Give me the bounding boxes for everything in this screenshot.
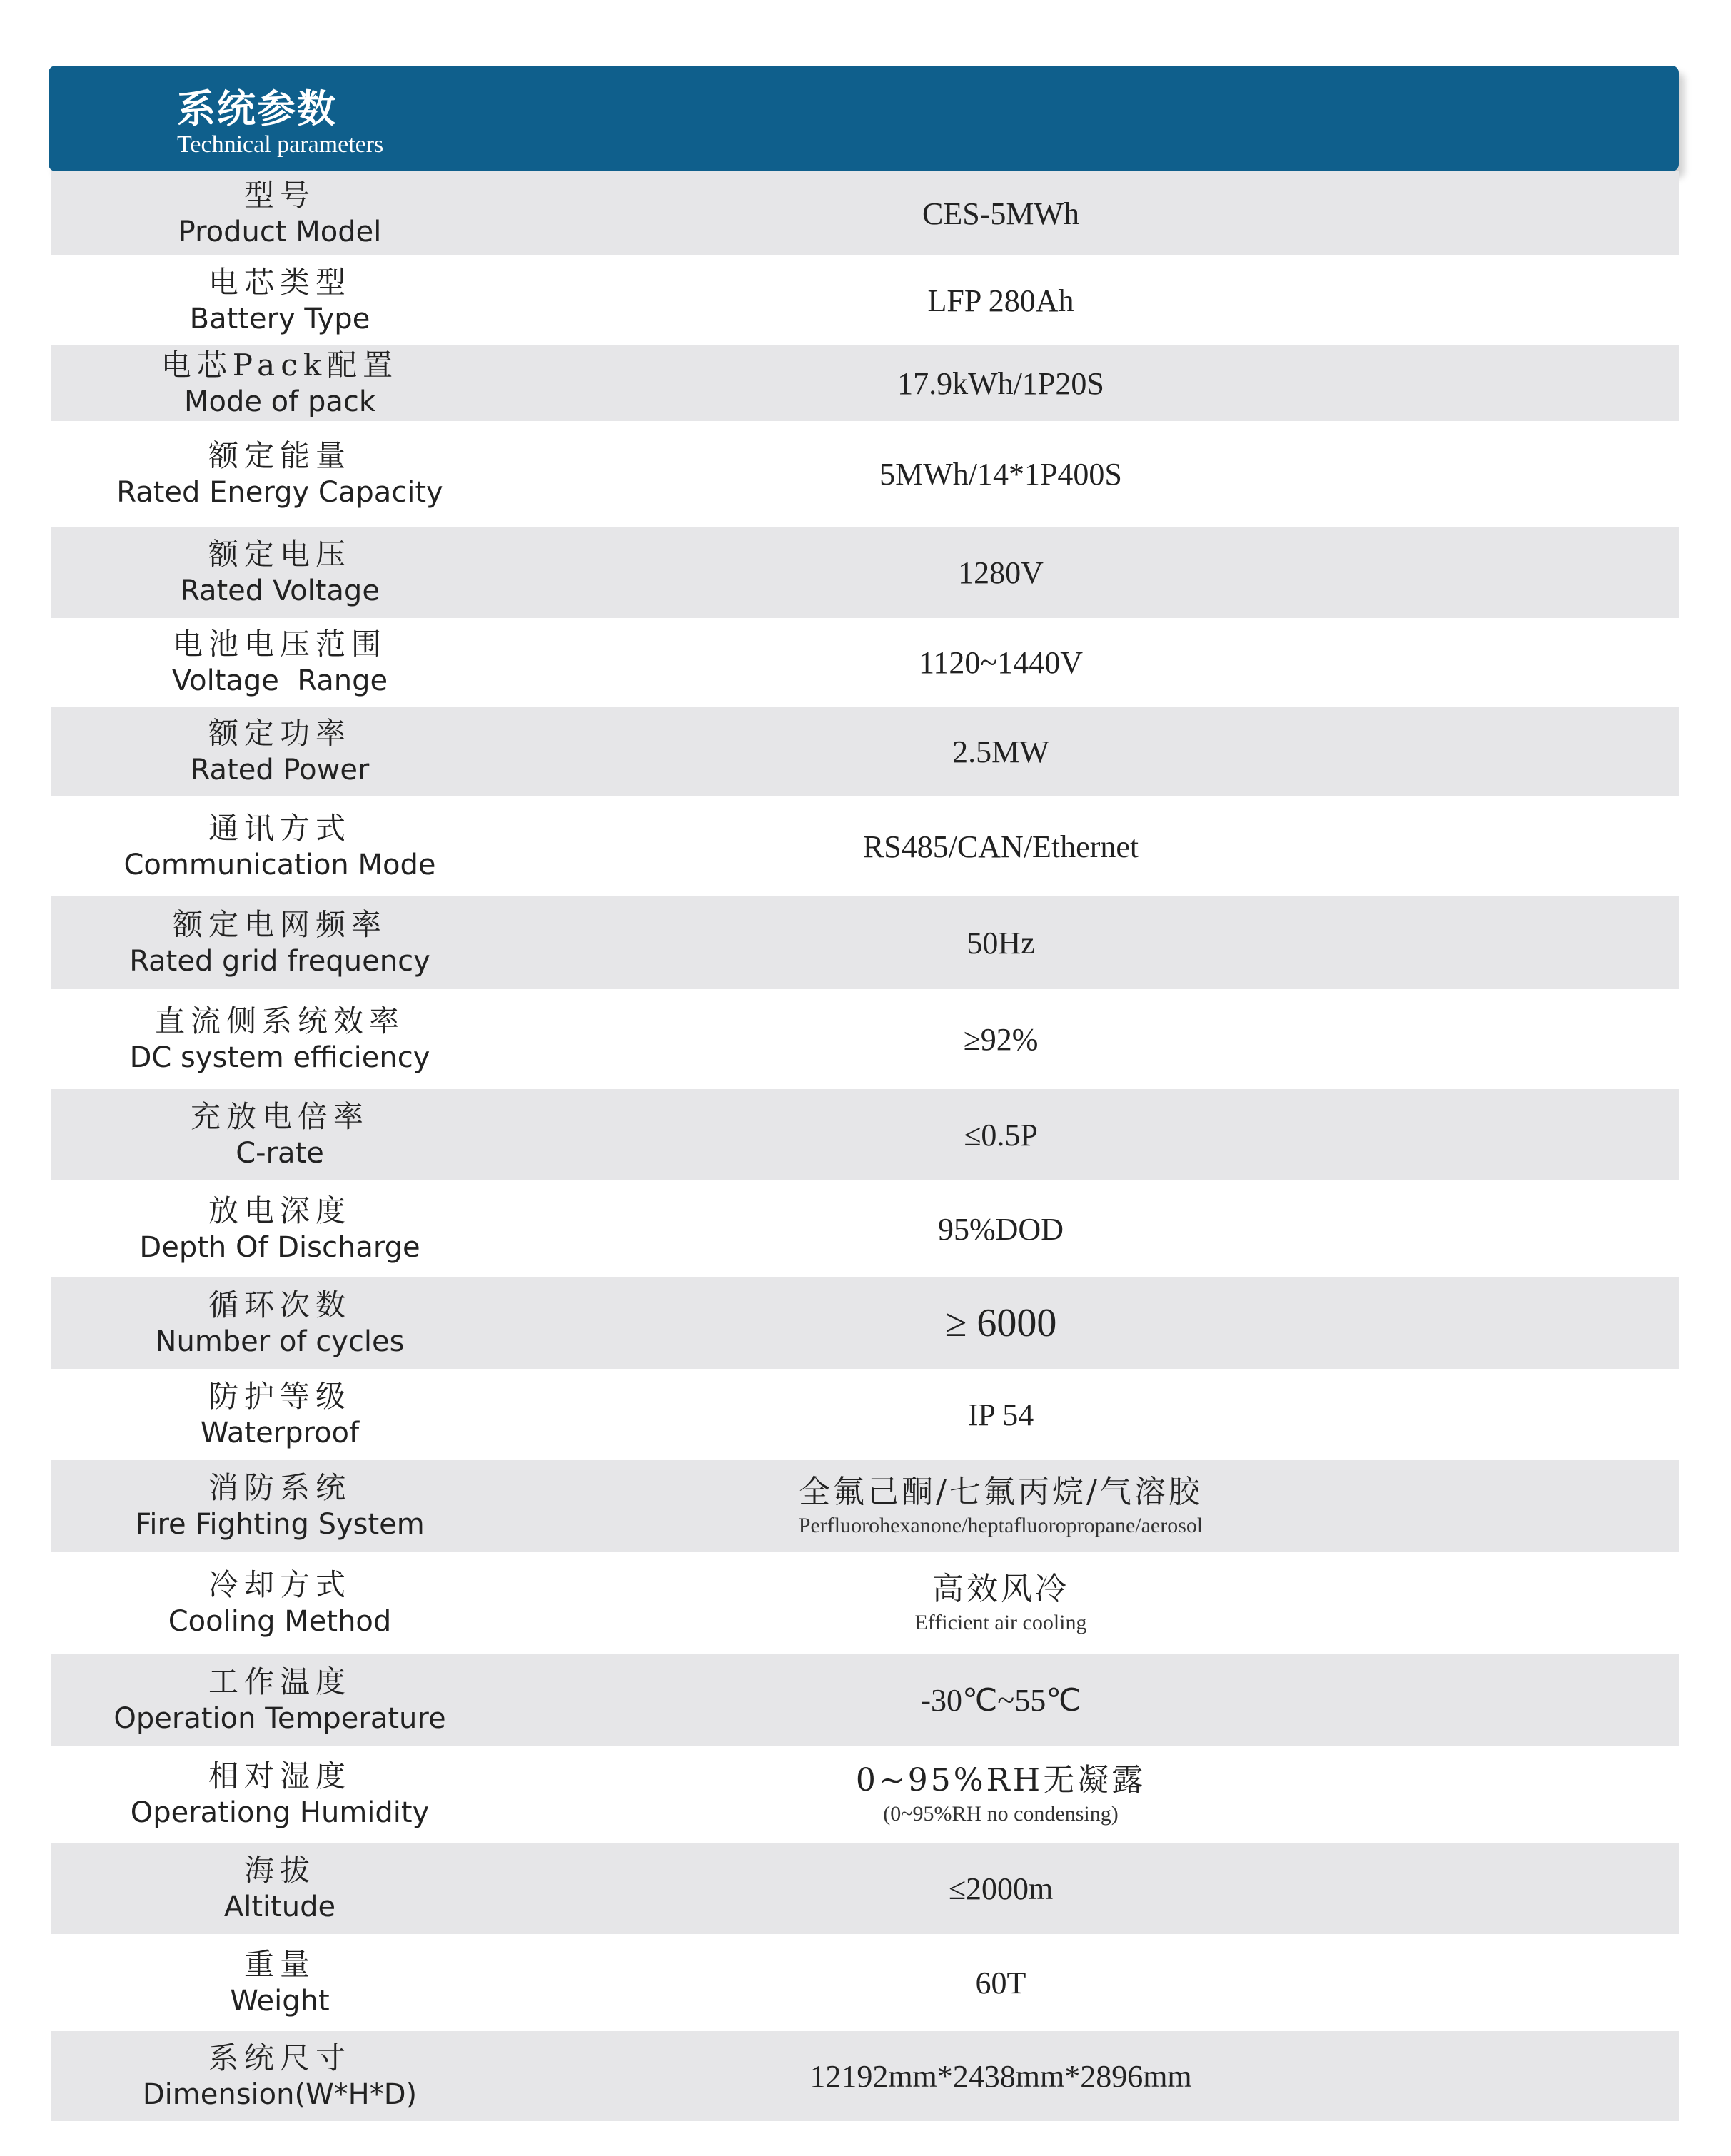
spec-value: 0~95%RH无凝露 bbox=[855, 1762, 1146, 1798]
spec-row bbox=[51, 2031, 1679, 2121]
spec-row bbox=[51, 1369, 1679, 1460]
spec-value-cell bbox=[508, 421, 1493, 527]
spec-label bbox=[51, 1654, 508, 1746]
spec-value: ≥ 6000 bbox=[944, 1301, 1057, 1345]
spec-value: 1280V bbox=[958, 555, 1044, 590]
spec-label-cn: 型号 bbox=[243, 177, 316, 213]
spec-value-cell bbox=[508, 1460, 1493, 1552]
spec-row bbox=[51, 989, 1679, 1089]
spec-value-cell bbox=[508, 1369, 1493, 1460]
spec-label-en: C-rate bbox=[236, 1137, 324, 1170]
spec-value-cell bbox=[508, 2031, 1493, 2121]
spec-row bbox=[51, 707, 1679, 796]
spec-label-en: Number of cycles bbox=[155, 1325, 405, 1359]
spec-label-cn: 冷却方式 bbox=[208, 1567, 351, 1602]
spec-value-cell bbox=[508, 1843, 1493, 1934]
spec-value-sub: Perfluorohexanone/heptafluoropropane/aerosol bbox=[798, 1514, 1203, 1537]
spec-row bbox=[51, 1089, 1679, 1180]
spec-row bbox=[51, 1746, 1679, 1843]
spec-label-cn: 直流侧系统效率 bbox=[154, 1003, 405, 1038]
spec-label-en: Mode of pack bbox=[183, 385, 376, 419]
spec-label-en: Altitude bbox=[223, 1891, 336, 1924]
spec-value-cell bbox=[508, 1654, 1493, 1746]
spec-value: LFP 280Ah bbox=[927, 283, 1074, 318]
spec-value: 1120~1440V bbox=[919, 644, 1083, 680]
spec-row bbox=[51, 1934, 1679, 2031]
spec-value-sub: Efficient air cooling bbox=[914, 1611, 1087, 1634]
spec-row bbox=[51, 1552, 1679, 1654]
spec-label-cn: 循环次数 bbox=[208, 1287, 351, 1322]
spec-label bbox=[51, 345, 508, 421]
spec-label-en: Waterproof bbox=[200, 1417, 360, 1450]
spec-value-cell bbox=[508, 707, 1493, 796]
spec-value-cell bbox=[508, 171, 1493, 255]
spec-label-en: Dimension(W*H*D) bbox=[142, 2078, 418, 2112]
spec-value-cell bbox=[508, 618, 1493, 707]
spec-label-en: Cooling Method bbox=[168, 1605, 392, 1639]
spec-label bbox=[51, 1843, 508, 1934]
spec-label-cn: 额定能量 bbox=[208, 437, 351, 473]
spec-label bbox=[51, 255, 508, 345]
spec-label bbox=[51, 1369, 508, 1460]
spec-row bbox=[51, 255, 1679, 345]
spec-value: 17.9kWh/1P20S bbox=[897, 365, 1104, 401]
spec-label-cn: 工作温度 bbox=[208, 1664, 351, 1699]
spec-label bbox=[51, 707, 508, 796]
spec-label bbox=[51, 1934, 508, 2031]
spec-row bbox=[51, 1654, 1679, 1746]
spec-value: 5MWh/14*1P400S bbox=[879, 456, 1122, 492]
spec-label-en: Fire Fighting System bbox=[135, 1508, 425, 1542]
spec-label bbox=[51, 796, 508, 896]
spec-label-en: Rated grid frequency bbox=[129, 945, 430, 978]
spec-value-cell bbox=[508, 989, 1493, 1089]
spec-value: 全氟己酮/七氟丙烷/气溶胶 bbox=[799, 1474, 1203, 1510]
spec-row bbox=[51, 345, 1679, 421]
spec-value: ≤0.5P bbox=[964, 1117, 1038, 1153]
spec-label bbox=[51, 1089, 508, 1180]
spec-row bbox=[51, 618, 1679, 707]
spec-value-cell bbox=[508, 1552, 1493, 1654]
spec-label-en: DC system efficiency bbox=[129, 1041, 430, 1075]
spec-value: ≤2000m bbox=[948, 1871, 1054, 1906]
spec-row bbox=[51, 796, 1679, 896]
spec-label-en: Battery Type bbox=[189, 303, 370, 336]
spec-value-cell bbox=[508, 1180, 1493, 1277]
spec-label-cn: 额定功率 bbox=[208, 715, 351, 751]
spec-label-en: Rated Voltage bbox=[180, 575, 380, 608]
spec-row bbox=[51, 896, 1679, 989]
spec-value: ≥92% bbox=[963, 1021, 1039, 1057]
spec-label-cn: 电芯类型 bbox=[208, 264, 351, 300]
spec-label bbox=[51, 1746, 508, 1843]
spec-label-en: Communication Mode bbox=[123, 849, 436, 882]
spec-value: RS485/CAN/Ethernet bbox=[862, 829, 1139, 864]
spec-label-cn: 额定电网频率 bbox=[172, 906, 387, 942]
spec-value-cell bbox=[508, 896, 1493, 989]
spec-value: 12192mm*2438mm*2896mm bbox=[809, 2058, 1192, 2094]
spec-label-en: Operation Temperature bbox=[113, 1702, 446, 1736]
spec-table bbox=[51, 171, 1679, 2121]
spec-value: 50Hz bbox=[967, 925, 1035, 961]
spec-value-cell bbox=[508, 255, 1493, 345]
spec-label-en: Weight bbox=[230, 1985, 330, 2018]
spec-value: CES-5MWh bbox=[922, 196, 1079, 231]
spec-label bbox=[51, 171, 508, 255]
spec-label-cn: 相对湿度 bbox=[208, 1758, 351, 1793]
spec-value: 60T bbox=[975, 1965, 1026, 2000]
spec-label bbox=[51, 1460, 508, 1552]
spec-label-cn: 消防系统 bbox=[208, 1469, 351, 1505]
spec-value: IP 54 bbox=[967, 1397, 1034, 1432]
spec-value: 高效风冷 bbox=[932, 1571, 1069, 1607]
section-header bbox=[49, 66, 1679, 171]
spec-label-cn: 防护等级 bbox=[208, 1378, 351, 1414]
spec-label-cn: 通讯方式 bbox=[208, 810, 351, 846]
spec-label-en: Depth Of Discharge bbox=[139, 1231, 420, 1265]
spec-label-cn: 电芯Pack配置 bbox=[161, 347, 399, 383]
spec-label-en: Voltage Range bbox=[171, 664, 388, 698]
spec-row bbox=[51, 527, 1679, 618]
spec-value-cell bbox=[508, 1277, 1493, 1369]
spec-label bbox=[51, 2031, 508, 2121]
spec-label-cn: 充放电倍率 bbox=[190, 1098, 369, 1134]
spec-value: -30℃~55℃ bbox=[920, 1682, 1081, 1718]
spec-label bbox=[51, 527, 508, 618]
spec-label-en: Product Model bbox=[178, 216, 382, 249]
spec-value: 95%DOD bbox=[938, 1211, 1064, 1247]
spec-row bbox=[51, 1843, 1679, 1934]
spec-row bbox=[51, 421, 1679, 527]
spec-value-cell bbox=[508, 527, 1493, 618]
spec-label-cn: 额定电压 bbox=[208, 536, 351, 572]
section-title-cn: 系统参数 bbox=[177, 86, 337, 131]
spec-label-en: Rated Energy Capacity bbox=[116, 476, 443, 510]
spec-value-sub: (0~95%RH no condensing) bbox=[883, 1802, 1119, 1826]
spec-label-cn: 重量 bbox=[243, 1946, 316, 1982]
section-title-en: Technical parameters bbox=[177, 131, 384, 158]
spec-label bbox=[51, 1180, 508, 1277]
spec-value-cell bbox=[508, 1089, 1493, 1180]
spec-label bbox=[51, 618, 508, 707]
spec-value-cell bbox=[508, 1934, 1493, 2031]
spec-row bbox=[51, 1277, 1679, 1369]
spec-value: 2.5MW bbox=[952, 734, 1049, 769]
spec-label-cn: 放电深度 bbox=[208, 1193, 351, 1228]
spec-row bbox=[51, 1460, 1679, 1552]
spec-row bbox=[51, 1180, 1679, 1277]
spec-label bbox=[51, 989, 508, 1089]
spec-value-cell bbox=[508, 796, 1493, 896]
spec-value-cell bbox=[508, 345, 1493, 421]
spec-label bbox=[51, 1552, 508, 1654]
spec-label bbox=[51, 1277, 508, 1369]
spec-row bbox=[51, 171, 1679, 255]
spec-label-en: Operationg Humidity bbox=[130, 1796, 430, 1830]
spec-value-cell bbox=[508, 1746, 1493, 1843]
spec-label bbox=[51, 896, 508, 989]
spec-label-en: Rated Power bbox=[190, 754, 370, 787]
spec-label bbox=[51, 421, 508, 527]
spec-label-cn: 海拔 bbox=[243, 1852, 316, 1888]
spec-label-cn: 电池电压范围 bbox=[172, 626, 387, 662]
spec-label-cn: 系统尺寸 bbox=[208, 2040, 351, 2075]
